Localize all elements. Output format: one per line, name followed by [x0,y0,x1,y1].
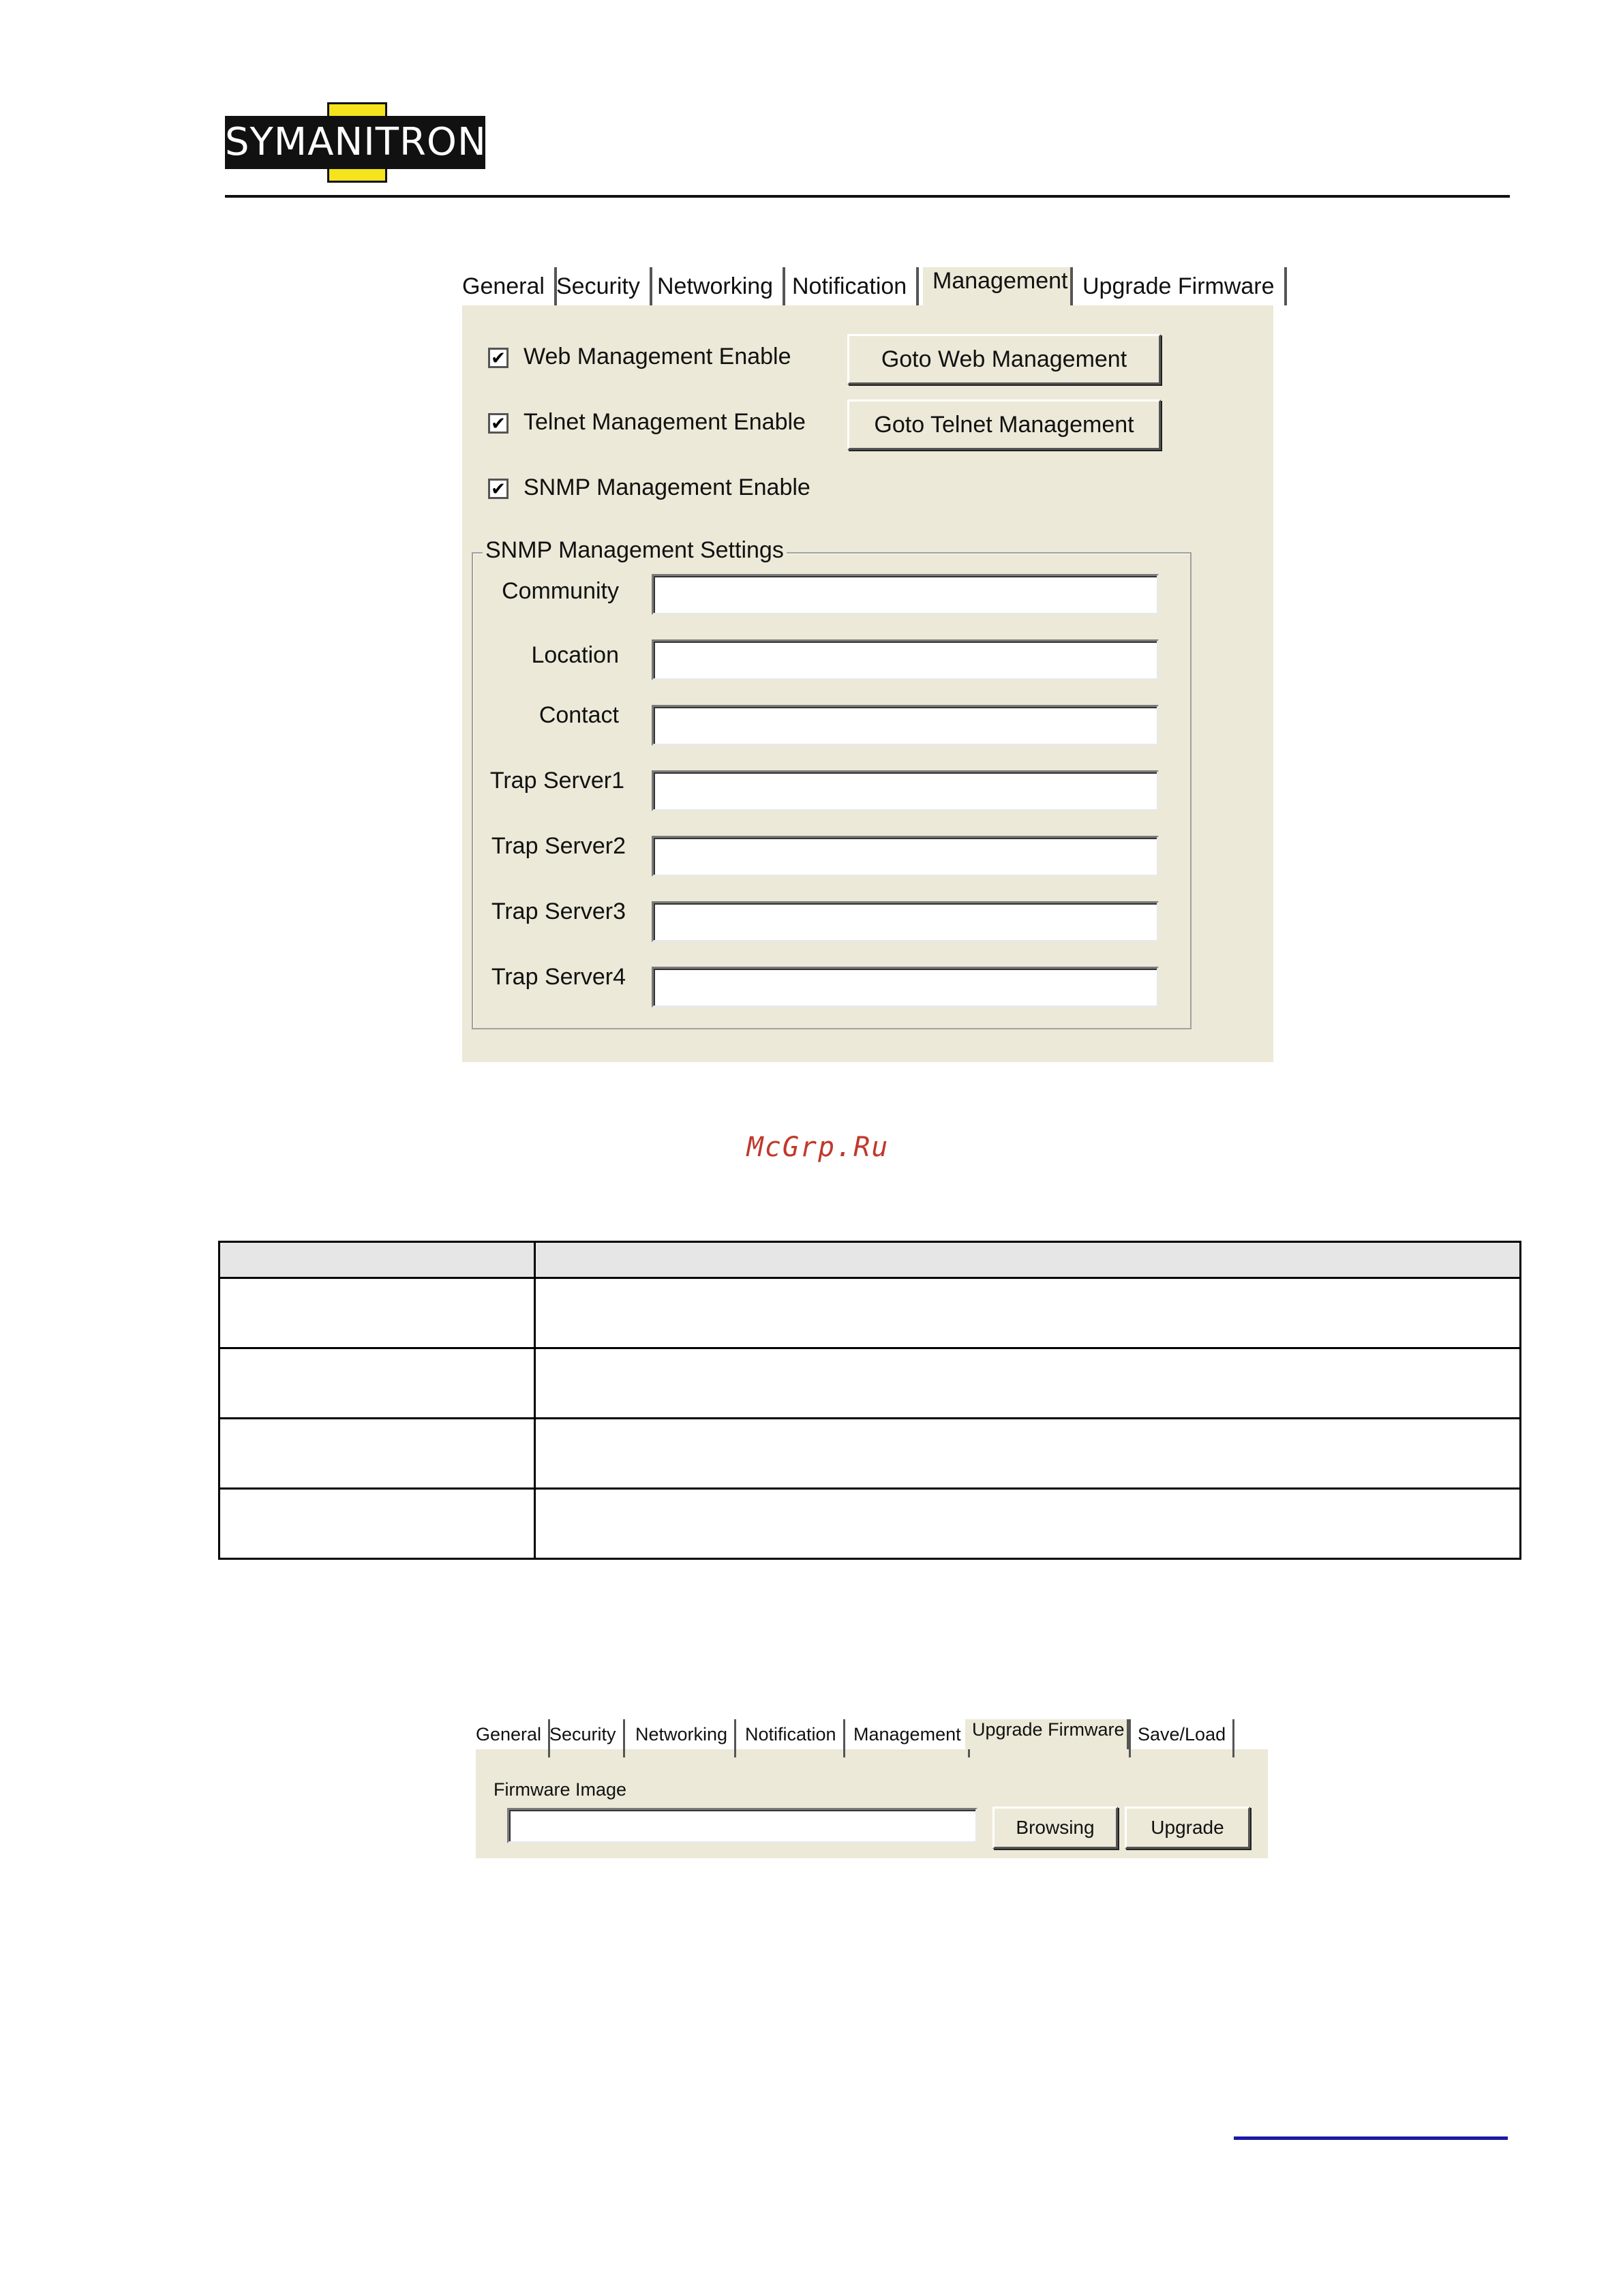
web-management-checkbox[interactable]: ✔ [488,348,509,368]
tab-management[interactable]: Management [923,267,1070,305]
table-cell [219,1348,535,1419]
table-row [219,1419,1521,1489]
table-cell [535,1419,1521,1489]
trap-server1-label: Trap Server1 [489,768,624,794]
table-cell [219,1419,535,1489]
web-management-label: Web Management Enable [524,344,791,369]
table-header-row [219,1242,1521,1278]
trap-server2-label: Trap Server2 [491,833,626,859]
table-cell [219,1489,535,1559]
telnet-management-label: Telnet Management Enable [524,409,806,435]
trap-server4-label: Trap Server4 [491,964,626,990]
tab-upgrade-firmware[interactable]: Upgrade Firmware [1070,267,1287,305]
table-header-cell [535,1242,1521,1278]
tab-networking[interactable]: Networking [648,267,785,305]
trap-server1-input[interactable] [652,770,1159,811]
tab-general[interactable]: General [469,1719,550,1757]
location-input[interactable] [652,639,1159,680]
browsing-button[interactable]: Browsing [992,1807,1118,1849]
firmware-image-label: Firmware Image [494,1779,627,1800]
table-row [219,1348,1521,1419]
table-cell [535,1489,1521,1559]
goto-web-management-button[interactable]: Goto Web Management [847,334,1161,384]
goto-telnet-management-button[interactable]: Goto Telnet Management [847,399,1161,450]
management-dialog [462,267,1273,1062]
tab-bar [462,267,1273,305]
table-header-cell [219,1242,535,1278]
trap-server3-label: Trap Server3 [491,898,626,924]
contact-label: Contact [539,702,619,728]
snmp-management-checkbox[interactable]: ✔ [488,479,509,499]
table-row [219,1489,1521,1559]
snmp-settings-title: SNMP Management Settings [483,537,787,564]
tab-upgrade-firmware[interactable]: Upgrade Firmware [965,1719,1129,1749]
tab-save-load[interactable]: Save/Load [1129,1719,1234,1757]
tab-networking[interactable]: Networking [628,1719,736,1757]
tab-notification[interactable]: Notification [783,267,919,305]
description-table [218,1241,1521,1560]
footer-link-underline[interactable] [1234,2136,1508,2140]
table-row [219,1278,1521,1348]
trap-server3-input[interactable] [652,901,1159,942]
upgrade-button[interactable]: Upgrade [1125,1807,1250,1849]
table-cell [535,1278,1521,1348]
firmware-image-input[interactable] [507,1808,977,1843]
tab-security[interactable]: Security [547,267,652,305]
location-label: Location [531,642,619,668]
snmp-management-label: SNMP Management Enable [524,474,810,500]
table-cell [219,1278,535,1348]
trap-server4-input[interactable] [652,967,1159,1008]
tab-security[interactable]: Security [543,1719,625,1757]
community-input[interactable] [652,574,1159,615]
tab-bar [476,1719,1268,1749]
table-cell [535,1348,1521,1419]
telnet-management-checkbox[interactable]: ✔ [488,413,509,434]
trap-server2-input[interactable] [652,836,1159,877]
company-logo [225,102,485,183]
upgrade-firmware-dialog [476,1719,1268,1858]
tab-management[interactable]: Management [847,1719,970,1757]
tab-general[interactable]: General [453,267,557,305]
contact-input[interactable] [652,705,1159,746]
header-rule [225,195,1510,198]
tab-notification[interactable]: Notification [738,1719,845,1757]
logo-text: SYMANITRON [225,120,487,164]
community-label: Community [502,578,619,604]
watermark-text: McGrp.Ru [746,1132,890,1163]
